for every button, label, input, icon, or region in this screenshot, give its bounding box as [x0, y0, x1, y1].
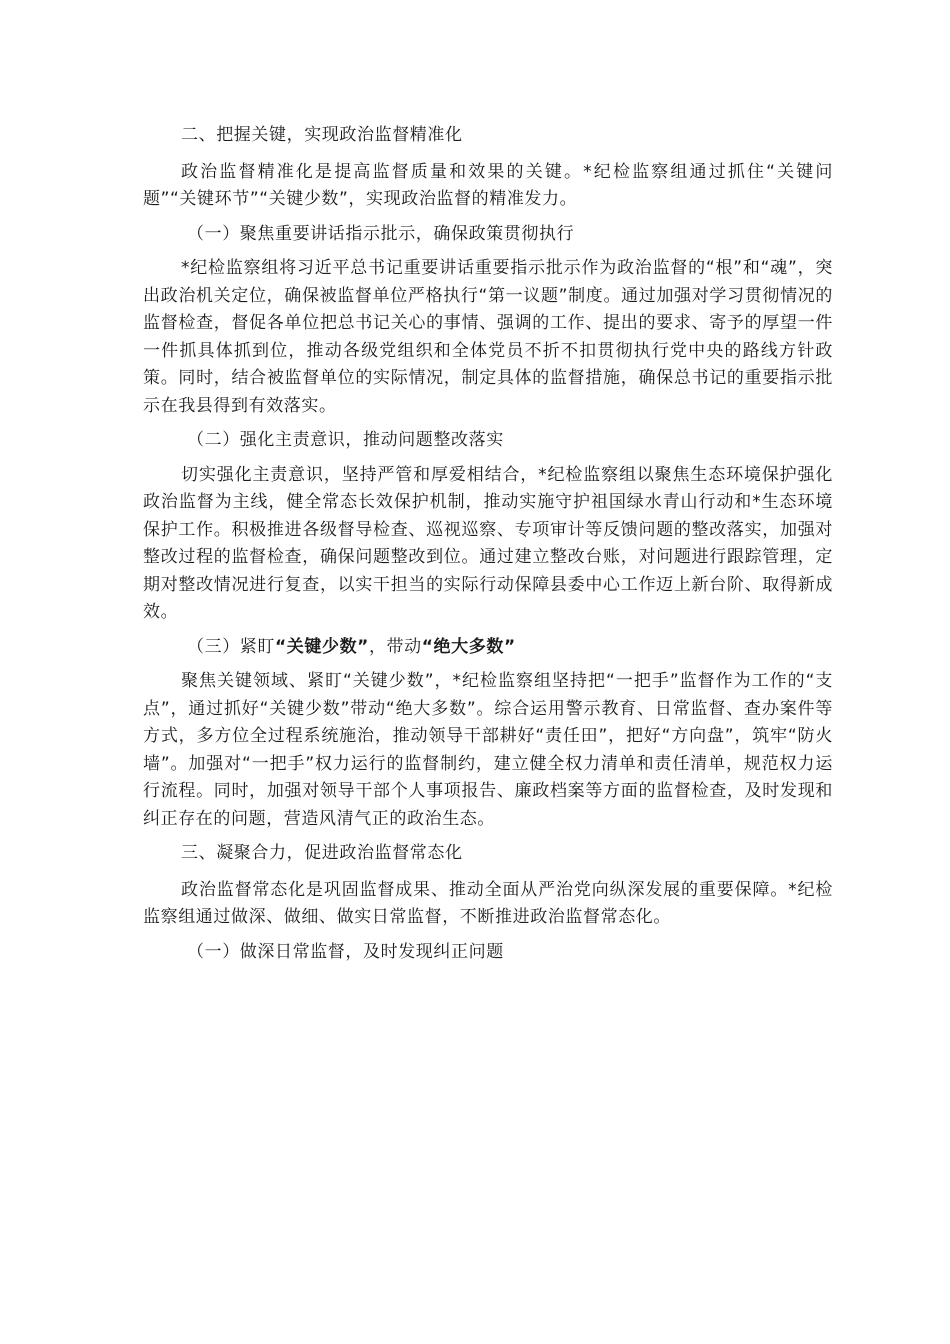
subheading-2-3	[143, 634, 833, 662]
section-heading-2: 二、把握关键，实现政治监督精准化	[181, 125, 463, 145]
subheading-2-3-quote-1: “关键少数”	[275, 636, 369, 657]
subheading-2-3-quote-2: “绝大多数”	[421, 636, 516, 657]
subheading-3-1: （一）做深日常监督，及时发现纠正问题	[187, 941, 504, 962]
subheading-2-2: （二）强化主责意识，推动问题整改落实	[187, 430, 504, 450]
paragraph-2-3: 聚焦关键领域、紧盯“关键少数”，*纪检监察组坚持把“一把手”监督作为工作的“支点”，通过抓好“关键少数”带动“绝大多数”。综合运用警示教育、日常监督、查办案件等方式，多方位全过程系统施治，推动领导干部耕好“责任田”，把好“方向盘”，筑牢“防火墙”。加强对“一把手”权力运行的监督制约，建立健全权力清单和责任清单，规范权力运行流程。同时，加强对领导干部个人事项报告、廉政档案等方面的监督检查，及时发现和纠正存在的问题，营造风清气正的政治生态。	[143, 671, 833, 829]
subheading-2-3-mid: ，带动	[368, 636, 422, 657]
section-heading-3: 三、凝聚合力，促进政治监督常态化	[181, 843, 463, 863]
section-2-intro: 政治监督精准化是提高监督质量和效果的关键。*纪检监察组通过抓住“关键问题”“关键环节”“关键少数”，实现政治监督的精准发力。	[143, 161, 833, 209]
document-page	[143, 122, 833, 973]
subheading-2-1: （一）聚焦重要讲话指示批示，确保政策贯彻执行	[187, 223, 575, 244]
paragraph-2-2: 切实强化主责意识，坚持严管和厚爱相结合，*纪检监察组以聚焦生态环境保护强化政治监督为主线，健全常态长效保护机制，推动实施守护祖国绿水青山行动和*生态环境保护工作。积极推进各级督导检查、巡视巡察、专项审计等反馈问题的整改落实，加强对整改过程的监督检查，确保问题整改到位。通过建立整改台账，对问题进行跟踪管理，定期对整改情况进行复查，以实干担当的实际行动保障县委中心工作迈上新台阶、取得新成效。	[143, 464, 833, 622]
subheading-2-3-prefix: （三）紧盯	[187, 636, 275, 657]
paragraph-2-1: *纪检监察组将习近平总书记重要讲话重要指示批示作为政治监督的“根”和“魂”，突出政治机关定位，确保被监督单位严格执行“第一议题”制度。通过加强对学习贯彻情况的监督检查，督促各单位把总书记关心的事情、强调的工作、提出的要求、寄予的厚望一件一件抓具体抓到位，推动各级党组织和全体党员不折不扣贯彻执行党中央的路线方针政策。同时，结合被监督单位的实际情况，制定具体的监督措施，确保总书记的重要指示批示在我县得到有效落实。	[143, 258, 833, 416]
section-3-intro: 政治监督常态化是巩固监督成果、推动全面从严治党向纵深发展的重要保障。*纪检监察组通过做深、做细、做实日常监督，不断推进政治监督常态化。	[143, 879, 833, 927]
